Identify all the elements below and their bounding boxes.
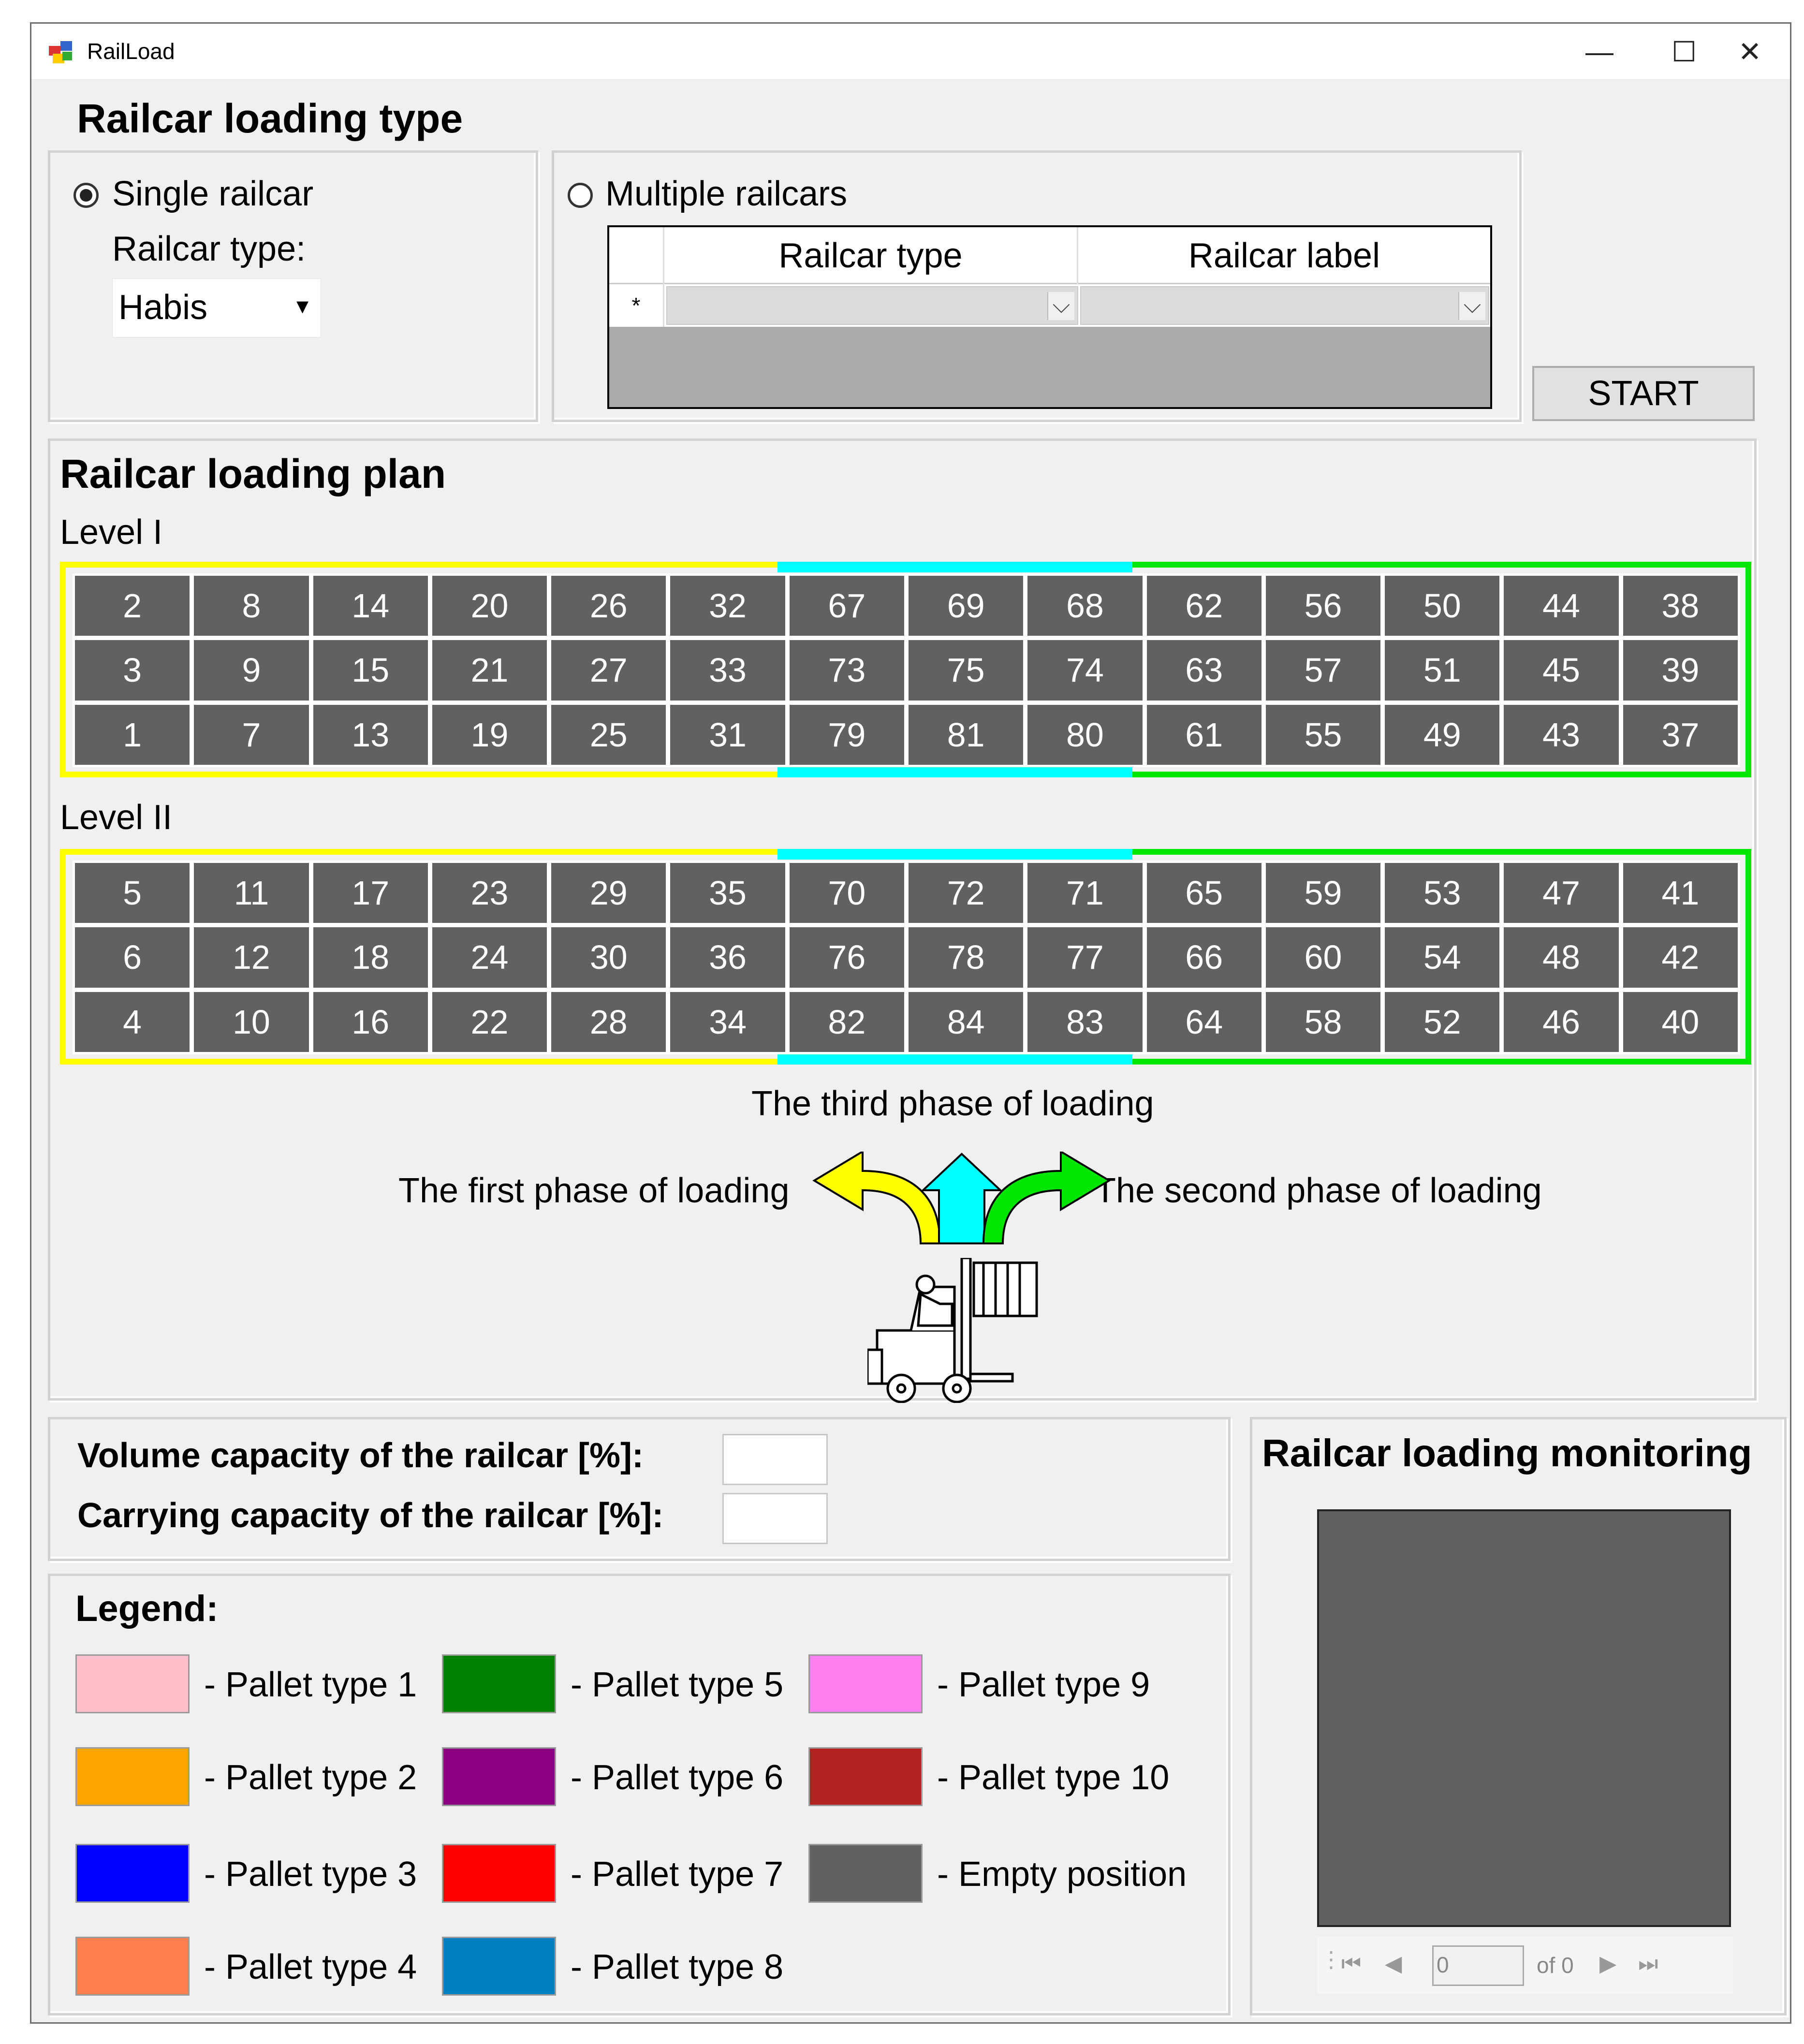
legend-label: - Pallet type 8: [571, 1948, 784, 1986]
pallet-position[interactable]: 40: [1621, 990, 1740, 1054]
pallet-position[interactable]: 68: [1025, 573, 1144, 638]
legend-swatch: [75, 1747, 190, 1806]
pallet-position[interactable]: 32: [668, 573, 787, 638]
carrying-capacity-label: Carrying capacity of the railcar [%]:: [77, 1496, 664, 1535]
level-2-label: Level II: [60, 798, 173, 837]
legend-label: - Pallet type 10: [937, 1758, 1170, 1797]
title-bar: [31, 24, 1790, 80]
pallet-position[interactable]: 70: [787, 861, 907, 925]
pallet-position[interactable]: 84: [906, 990, 1026, 1054]
level-2-grid: [73, 861, 1740, 1054]
pallet-position[interactable]: 80: [1025, 702, 1144, 767]
pallet-position[interactable]: 13: [311, 702, 430, 767]
pallet-position[interactable]: 81: [906, 702, 1026, 767]
grid-header-row: [609, 227, 1490, 284]
legend-heading: Legend:: [75, 1588, 219, 1629]
pallet-position[interactable]: 79: [787, 702, 907, 767]
pallet-position[interactable]: 71: [1025, 861, 1144, 925]
level-2-area: [60, 849, 1751, 1065]
loading-plan-heading: Railcar loading plan: [60, 451, 446, 496]
pallet-position[interactable]: 27: [549, 638, 668, 702]
legend-group: [48, 1574, 1231, 2015]
pallet-position[interactable]: 25: [549, 702, 668, 767]
second-phase-label: The second phase of loading: [1095, 1171, 1542, 1210]
pallet-position[interactable]: 63: [1144, 638, 1264, 702]
multiple-railcars-label[interactable]: Multiple railcars: [605, 175, 848, 213]
col-railcar-type[interactable]: Railcar type: [664, 227, 1078, 284]
app-icon: [48, 39, 74, 65]
pallet-position[interactable]: 19: [430, 702, 549, 767]
pallet-position[interactable]: 61: [1144, 702, 1264, 767]
pallet-position[interactable]: 77: [1025, 925, 1144, 990]
pallet-position[interactable]: 29: [549, 861, 668, 925]
pallet-position[interactable]: 49: [1382, 702, 1502, 767]
chevron-down-icon[interactable]: ▾: [296, 292, 309, 319]
pallet-position[interactable]: 47: [1501, 861, 1621, 925]
start-button[interactable]: START: [1532, 366, 1755, 421]
railcar-type-combo[interactable]: [112, 278, 321, 337]
last-page-button[interactable]: ⏭: [1638, 1951, 1658, 1976]
pallet-position[interactable]: 39: [1621, 638, 1740, 702]
forklift-icon: [867, 1258, 1056, 1403]
window-title: RailLoad: [87, 39, 175, 64]
railcars-data-grid[interactable]: [607, 225, 1492, 409]
legend-swatch: [75, 1844, 190, 1903]
grip-icon: ⋮: [1320, 1947, 1342, 1972]
pallet-position[interactable]: 83: [1025, 990, 1144, 1054]
third-phase-label: The third phase of loading: [751, 1084, 1154, 1123]
pallet-position[interactable]: 60: [1263, 925, 1383, 990]
single-railcar-label[interactable]: Single railcar: [112, 175, 314, 213]
pallet-position[interactable]: 31: [668, 702, 787, 767]
maximize-button[interactable]: ☐: [1672, 36, 1697, 68]
legend-swatch: [442, 1844, 556, 1903]
pallet-position[interactable]: 24: [430, 925, 549, 990]
pallet-position[interactable]: 15: [311, 638, 430, 702]
pallet-position[interactable]: 65: [1144, 861, 1264, 925]
pallet-position[interactable]: 28: [549, 990, 668, 1054]
pallet-position[interactable]: 4: [73, 990, 192, 1054]
pallet-position[interactable]: 54: [1382, 925, 1502, 990]
monitoring-group: [1250, 1417, 1787, 2015]
legend-swatch: [75, 1654, 190, 1713]
single-railcar-group: [48, 150, 538, 422]
pallet-position[interactable]: 48: [1501, 925, 1621, 990]
chevron-down-icon[interactable]: ⌵: [1458, 292, 1485, 320]
level-1-grid: [73, 573, 1740, 767]
app-window: [30, 22, 1791, 2024]
legend-items: [50, 1576, 1230, 2016]
page-number-field[interactable]: 0: [1432, 1945, 1524, 1986]
level-1-area: [60, 562, 1751, 777]
capacity-group: [48, 1417, 1231, 1561]
pallet-position[interactable]: 52: [1382, 990, 1502, 1054]
level-1-label: Level I: [60, 513, 163, 552]
pallet-position[interactable]: 66: [1144, 925, 1264, 990]
col-railcar-label[interactable]: Railcar label: [1188, 236, 1380, 275]
pallet-position[interactable]: 16: [311, 990, 430, 1054]
legend-label: - Pallet type 9: [937, 1665, 1150, 1704]
legend-swatch: [442, 1747, 556, 1806]
loading-plan-group: [48, 438, 1757, 1401]
single-railcar-radio[interactable]: [73, 183, 99, 208]
legend-swatch: [808, 1747, 923, 1806]
pallet-position[interactable]: 34: [668, 990, 787, 1054]
pallet-position[interactable]: 59: [1263, 861, 1383, 925]
legend-swatch: [442, 1937, 556, 1996]
pallet-position[interactable]: 10: [191, 990, 311, 1054]
volume-capacity-label: Volume capacity of the railcar [%]:: [77, 1436, 644, 1475]
legend-swatch: [808, 1654, 923, 1713]
monitoring-heading: Railcar loading monitoring: [1262, 1431, 1752, 1475]
railcar-label-cell-combo[interactable]: [1080, 286, 1489, 325]
railcar-type-cell-combo[interactable]: [666, 286, 1078, 325]
pallet-position[interactable]: 51: [1382, 638, 1502, 702]
pallet-position[interactable]: 42: [1621, 925, 1740, 990]
pallet-position[interactable]: 5: [73, 861, 192, 925]
pallet-position[interactable]: 12: [191, 925, 311, 990]
pallet-position[interactable]: 78: [906, 925, 1026, 990]
pallet-position[interactable]: 11: [191, 861, 311, 925]
loading-direction-arrows-icon: [809, 1152, 1114, 1248]
binding-navigator: [1317, 1937, 1733, 1994]
next-page-button[interactable]: ▶: [1599, 1951, 1617, 1976]
legend-swatch: [808, 1844, 923, 1903]
minimize-button[interactable]: —: [1585, 36, 1613, 68]
pallet-position[interactable]: 23: [430, 861, 549, 925]
legend-label: - Pallet type 2: [204, 1758, 417, 1797]
legend-label: - Pallet type 6: [571, 1758, 784, 1797]
legend-label: - Pallet type 7: [571, 1855, 784, 1894]
pallet-position[interactable]: 76: [787, 925, 907, 990]
pallet-position[interactable]: 22: [430, 990, 549, 1054]
pallet-position[interactable]: 57: [1263, 638, 1383, 702]
page-total-label: of 0: [1537, 1953, 1574, 1978]
pallet-position[interactable]: 44: [1501, 573, 1621, 638]
multiple-railcars-group: [552, 150, 1522, 422]
pallet-position[interactable]: 75: [906, 638, 1026, 702]
pallet-position[interactable]: 53: [1382, 861, 1502, 925]
prev-page-button[interactable]: ◀: [1385, 1951, 1402, 1976]
first-page-button[interactable]: ⏮: [1341, 1951, 1362, 1976]
pallet-position[interactable]: 8: [191, 573, 311, 638]
pallet-position[interactable]: 64: [1144, 990, 1264, 1054]
pallet-position[interactable]: 33: [668, 638, 787, 702]
pallet-position[interactable]: 72: [906, 861, 1026, 925]
pallet-position[interactable]: 41: [1621, 861, 1740, 925]
pallet-position[interactable]: 21: [430, 638, 549, 702]
multiple-railcars-radio[interactable]: [568, 183, 593, 208]
pallet-position[interactable]: 7: [191, 702, 311, 767]
loading-type-heading: Railcar loading type: [77, 96, 463, 141]
railcar-type-label: Railcar type:: [112, 230, 306, 268]
legend-label: - Pallet type 1: [204, 1665, 417, 1704]
radio-selected-dot: [80, 189, 92, 202]
pallet-position[interactable]: 58: [1263, 990, 1383, 1054]
pallet-position[interactable]: 2: [73, 573, 192, 638]
pallet-position[interactable]: 37: [1621, 702, 1740, 767]
pallet-position[interactable]: 73: [787, 638, 907, 702]
pallet-position[interactable]: 35: [668, 861, 787, 925]
grid-row-header-corner: [609, 227, 664, 284]
pallet-position[interactable]: 3: [73, 638, 192, 702]
grid-new-row: [609, 284, 1490, 327]
pallet-position[interactable]: 50: [1382, 573, 1502, 638]
pallet-position[interactable]: 45: [1501, 638, 1621, 702]
pallet-position[interactable]: 55: [1263, 702, 1383, 767]
pallet-position[interactable]: 74: [1025, 638, 1144, 702]
legend-swatch: [442, 1654, 556, 1713]
pallet-position[interactable]: 69: [906, 573, 1026, 638]
volume-capacity-field[interactable]: [722, 1434, 828, 1485]
carrying-capacity-field[interactable]: [722, 1493, 828, 1544]
legend-label: - Empty position: [937, 1855, 1187, 1894]
new-row-marker: *: [609, 284, 664, 327]
first-phase-label: The first phase of loading: [398, 1171, 790, 1210]
pallet-position[interactable]: 82: [787, 990, 907, 1054]
pallet-position[interactable]: 43: [1501, 702, 1621, 767]
pallet-position[interactable]: 38: [1621, 573, 1740, 638]
pallet-position[interactable]: 26: [549, 573, 668, 638]
legend-label: - Pallet type 4: [204, 1948, 417, 1986]
legend-swatch: [75, 1937, 190, 1996]
legend-label: - Pallet type 5: [571, 1665, 784, 1704]
pallet-position[interactable]: 18: [311, 925, 430, 990]
pallet-position[interactable]: 6: [73, 925, 192, 990]
pallet-position[interactable]: 1: [73, 702, 192, 767]
pallet-position[interactable]: 56: [1263, 573, 1383, 638]
railcar-type-value: Habis: [118, 288, 208, 327]
pallet-position[interactable]: 9: [191, 638, 311, 702]
pallet-position[interactable]: 46: [1501, 990, 1621, 1054]
pallet-position[interactable]: 62: [1144, 573, 1264, 638]
pallet-position[interactable]: 14: [311, 573, 430, 638]
monitoring-view: [1317, 1509, 1731, 1927]
pallet-position[interactable]: 20: [430, 573, 549, 638]
pallet-position[interactable]: 17: [311, 861, 430, 925]
chevron-down-icon[interactable]: ⌵: [1047, 292, 1074, 320]
close-button[interactable]: ✕: [1738, 36, 1762, 68]
pallet-position[interactable]: 36: [668, 925, 787, 990]
legend-label: - Pallet type 3: [204, 1855, 417, 1894]
pallet-position[interactable]: 67: [787, 573, 907, 638]
pallet-position[interactable]: 30: [549, 925, 668, 990]
